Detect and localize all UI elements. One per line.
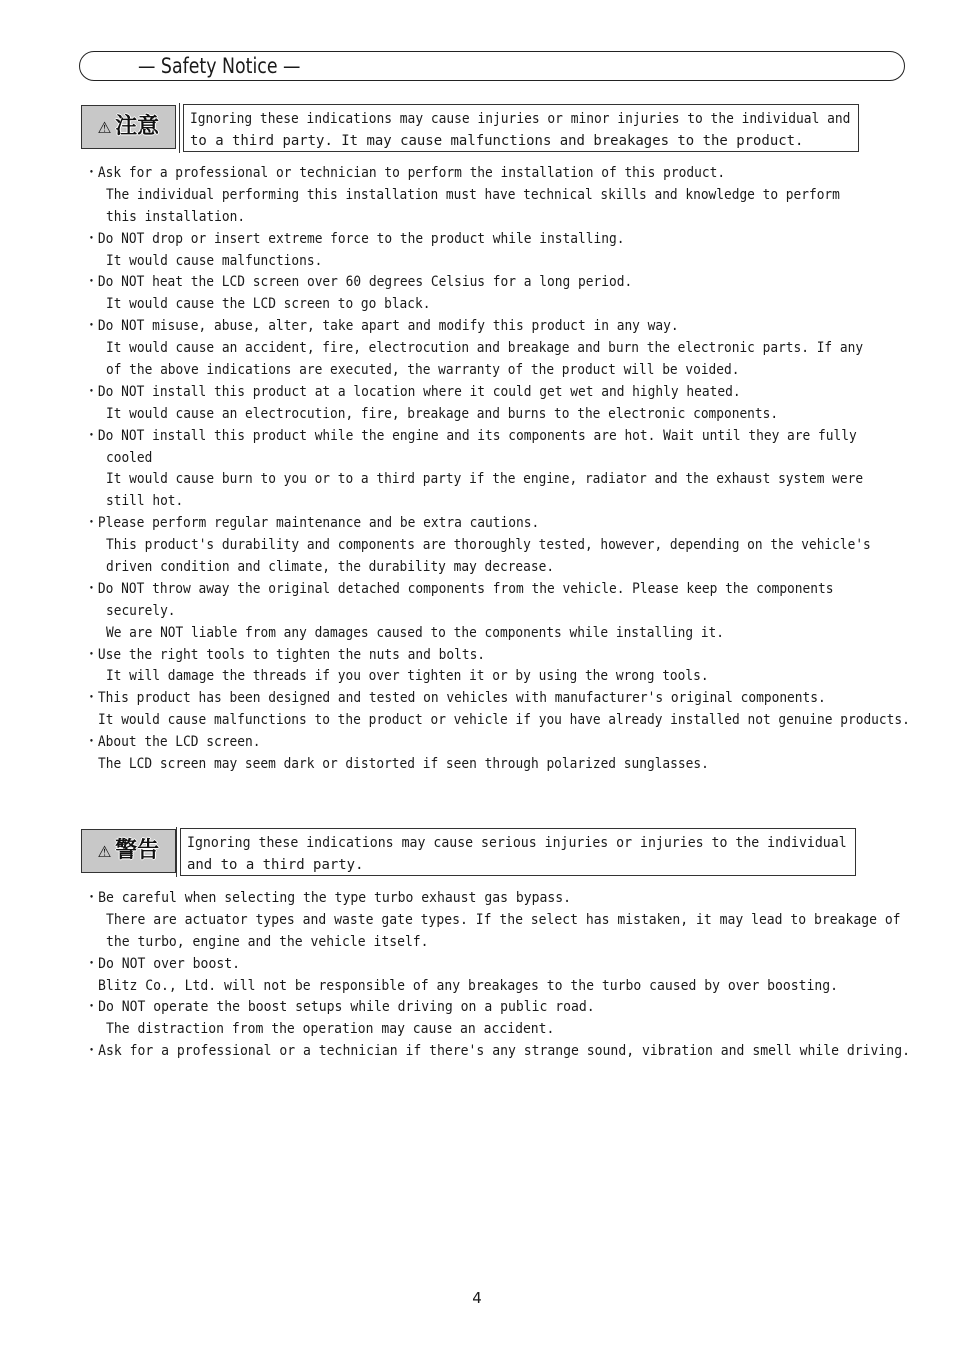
warning-text-line: Ignoring these indications may cause serious injuries or injuries to the individual: [187, 835, 847, 851]
caution-text-line: Ignoring these indications may cause injuries or minor injuries to the individual and: [190, 111, 851, 127]
list-item-detail: It would cause the LCD screen to go black.: [106, 296, 431, 313]
warning-badge: [81, 829, 176, 873]
caution-badge: [81, 105, 176, 149]
list-item-detail: There are actuator types and waste gate types. If the select has mistaken, it may lead to breakage of: [106, 911, 901, 928]
section-title-bar: [79, 51, 905, 81]
list-item-heading: ・Be careful when selecting the type turbo exhaust gas bypass.: [85, 890, 572, 906]
box-divider: [179, 103, 180, 153]
list-item-heading: ・Do NOT install this product while the engine and its components are hot. Wait until they are fully: [85, 427, 857, 444]
list-item-detail: cooled: [106, 449, 153, 466]
warning-notice-box: [180, 828, 856, 876]
caution-notice-box: [183, 104, 859, 152]
list-item-detail: still hot.: [106, 493, 184, 510]
list-item-heading: ・Do NOT over boost.: [85, 955, 240, 972]
page-number: 4: [472, 1289, 482, 1307]
list-item-detail: It will damage the threads if you over tighten it or by using the wrong tools.: [106, 668, 709, 685]
page-title: — Safety Notice —: [138, 54, 301, 78]
caution-badge-label: 注意: [115, 114, 160, 139]
list-item-detail: of the above indications are executed, the warranty of the product will be voided.: [106, 362, 740, 379]
caution-item-list: [85, 163, 954, 776]
list-item-detail: It would cause burn to you or to a third party if the engine, radiator and the exhaust system were: [106, 471, 864, 488]
list-item-detail: Blitz Co., Ltd. will not be responsible of any breakages to the turbo caused by over boosting.: [98, 977, 839, 994]
list-item-detail: securely.: [106, 602, 176, 619]
warning-triangle-icon: ⚠: [97, 114, 112, 139]
list-item-heading: ・Do NOT install this product at a location where it could get wet and highly heated.: [85, 383, 741, 400]
list-item-detail: It would cause malfunctions to the product or vehicle if you have already installed not genuine products.: [98, 712, 910, 729]
list-item-detail: driven condition and climate, the durability may decrease.: [106, 559, 555, 576]
list-item-detail: The individual performing this installation must have technical skills and knowledge to perform: [106, 186, 840, 203]
list-item-heading: ・About the LCD screen.: [85, 734, 261, 751]
warning-badge-label: 警告: [115, 838, 160, 863]
list-item-detail: It would cause malfunctions.: [106, 252, 323, 269]
list-item-heading: ・Use the right tools to tighten the nuts and bolts.: [85, 646, 486, 663]
box-divider: [176, 827, 177, 877]
list-item-heading: ・This product has been designed and tested on vehicles with manufacturer's original components.: [85, 690, 826, 707]
warning-text-line: and to a third party.: [187, 857, 364, 873]
list-item-heading: ・Do NOT throw away the original detached components from the vehicle. Please keep the components: [85, 580, 834, 597]
warning-triangle-icon: ⚠: [97, 838, 112, 863]
list-item-heading: ・Do NOT operate the boost setups while driving on a public road.: [85, 999, 595, 1016]
list-item-detail: The distraction from the operation may cause an accident.: [106, 1021, 555, 1038]
list-item-heading: ・Do NOT misuse, abuse, alter, take apart and modify this product in any way.: [85, 318, 679, 335]
list-item-detail: this installation.: [106, 208, 246, 225]
list-item-heading: ・Do NOT heat the LCD screen over 60 degrees Celsius for a long period.: [85, 274, 633, 291]
list-item-detail: This product's durability and components are thoroughly tested, however, depending on the vehicle's: [106, 537, 871, 554]
warning-item-list: [85, 888, 954, 1063]
list-item-detail: We are NOT liable from any damages caused to the components while installing it.: [106, 624, 725, 641]
list-item-detail: the turbo, engine and the vehicle itself.: [106, 933, 429, 950]
caution-text-line: to a third party. It may cause malfunctions and breakages to the product.: [190, 133, 804, 149]
list-item-heading: ・Ask for a professional or a technician if there's any strange sound, vibration and smell while driving.: [85, 1043, 910, 1060]
list-item-heading: ・Do NOT drop or insert extreme force to the product while installing.: [85, 230, 625, 247]
list-item-detail: The LCD screen may seem dark or distorted if seen through polarized sunglasses.: [98, 756, 709, 773]
list-item-heading: ・Ask for a professional or technician to perform the installation of this product.: [85, 165, 726, 181]
list-item-detail: It would cause an electrocution, fire, breakage and burns to the electronic components.: [106, 405, 779, 422]
list-item-detail: It would cause an accident, fire, electrocution and breakage and burn the electronic parts. If any: [106, 340, 864, 357]
list-item-heading: ・Please perform regular maintenance and be extra cautions.: [85, 515, 540, 532]
